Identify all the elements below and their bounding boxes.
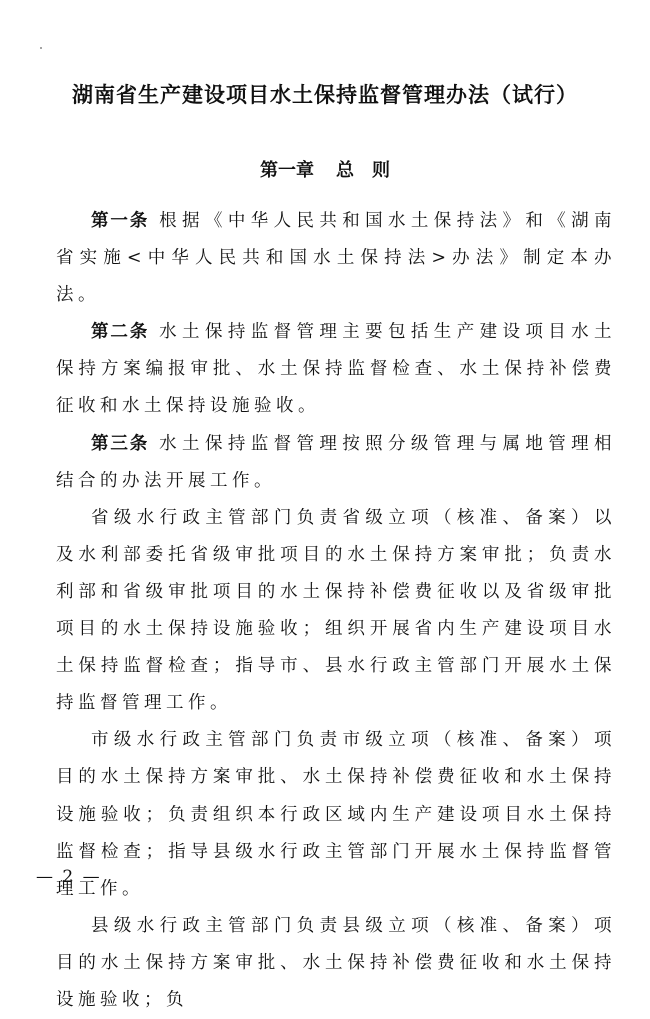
chapter-name: 总 则: [336, 160, 390, 181]
article-text: 根据《中华人民共和国水土保持法》和《湖南省实施<中华人民共和国水土保持法>办法》制定本办法。: [56, 211, 617, 306]
scan-speck: [40, 47, 42, 49]
chapter-number: 第一章: [260, 160, 314, 181]
chapter-heading: [0, 158, 650, 184]
paragraph-text: 市级水行政主管部门负责市级立项（核准、备案）项目的水土保持方案审批、水土保持补偿费征收和水土保持设施验收；负责组织本行政区域内生产建设项目水土保持监督检查；指导县级水行政主管部门开展水土保持监督管理工作。: [56, 730, 616, 899]
body-paragraph: [56, 722, 616, 907]
page-number: — 2 —: [36, 867, 102, 887]
body-paragraph: [56, 500, 616, 723]
article-number: 第一条: [91, 211, 150, 231]
article-paragraph: [56, 314, 616, 425]
paragraph-text: 县级水行政主管部门负责县级立项（核准、备案）项目的水土保持方案审批、水土保持补偿费征收和水土保持设施验收；负: [56, 915, 616, 1010]
paragraph-text: 省级水行政主管部门负责省级立项（核准、备案）以及水利部委托省级审批项目的水土保持方案审批；负责水利部和省级审批项目的水土保持补偿费征收以及省级审批项目的水土保持设施验收；组织开展省内生产建设项目水土保持监督检查；指导市、县水行政主管部门开展水土保持监督管理工作。: [56, 507, 616, 714]
article-paragraph: [56, 203, 616, 314]
document-body: [56, 203, 616, 1019]
article-text: 水土保持监督管理主要包括生产建设项目水土保持方案编报审批、水土保持监督检查、水土保持补偿费征收和水土保持设施验收。: [56, 322, 617, 417]
article-text: 水土保持监督管理按照分级管理与属地管理相结合的办法开展工作。: [56, 433, 617, 491]
body-paragraph: [56, 908, 616, 1019]
article-number: 第三条: [91, 433, 150, 454]
document-title: 湖南省生产建设项目水土保持监督管理办法（试行）: [72, 83, 578, 107]
article-paragraph: [56, 426, 616, 500]
article-number: 第二条: [91, 322, 150, 343]
